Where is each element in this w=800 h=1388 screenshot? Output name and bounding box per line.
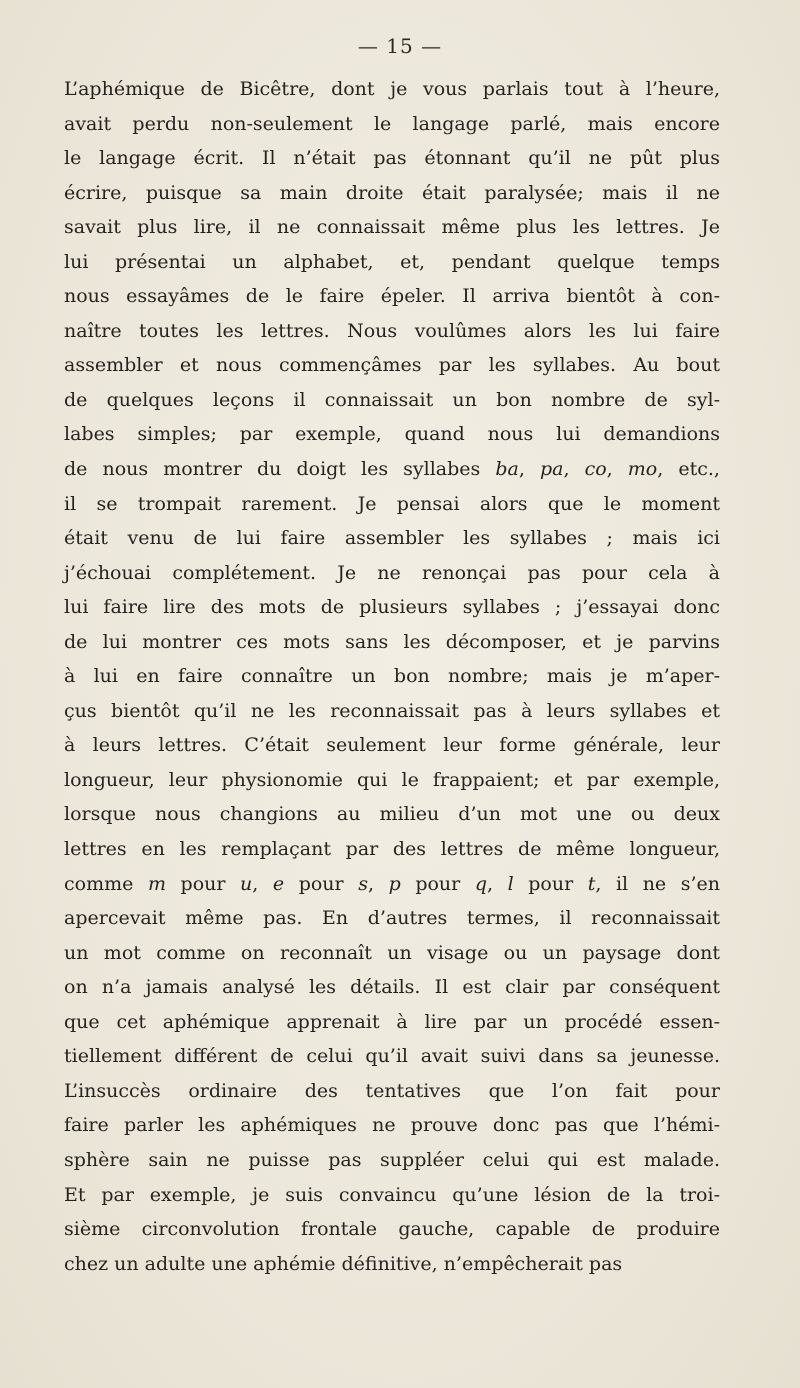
text-segment: , etc., [657, 458, 720, 481]
text-segment: pour [513, 872, 588, 895]
italic-syllable: l [507, 872, 514, 895]
text-line [64, 832, 720, 867]
text-line [64, 279, 720, 314]
text-segment: sième circonvolution frontale gauche, capable de produire [64, 1218, 720, 1241]
text-segment: faire parler les aphémiques ne prouve donc pas que l’hémi- [64, 1114, 720, 1137]
text-segment: le langage écrit. Il n’était pas étonnant qu’il ne pût plus [64, 147, 720, 170]
text-segment: il se trompait rarement. Je pensai alors que le moment [64, 492, 720, 515]
text-line [64, 107, 720, 142]
italic-syllable: t [587, 872, 596, 895]
text-segment: naître toutes les lettres. Nous voulûmes alors les lui faire [64, 319, 720, 342]
text-line [64, 383, 720, 418]
text-segment: à leurs lettres. C’était seulement leur forme générale, leur [64, 734, 720, 757]
text-segment: L’insuccès ordinaire des tentatives que l’on fait pour [64, 1079, 720, 1102]
text-line [64, 1005, 720, 1040]
text-segment: pour [284, 872, 359, 895]
text-segment: lui faire lire des mots de plusieurs syllabes ; j’essayai donc [64, 596, 720, 619]
text-segment: assembler et nous commençâmes par les syllabes. Au bout [64, 354, 720, 377]
text-line [64, 487, 720, 522]
text-line [64, 590, 720, 625]
page-number: — 15 — [357, 34, 443, 58]
text-segment: apercevait même pas. En d’autres termes, il reconnaissait [64, 907, 720, 930]
italic-syllable: co [584, 458, 607, 481]
text-line [64, 210, 720, 245]
text-line [64, 1143, 720, 1178]
text-line [64, 72, 720, 107]
italic-syllable: mo [627, 458, 658, 481]
italic-syllable: p [388, 872, 401, 895]
italic-syllable: pa [539, 458, 564, 481]
italic-syllable: u [240, 872, 253, 895]
text-segment: , [367, 872, 389, 895]
text-segment: était venu de lui faire assembler les syllabes ; mais ici [64, 527, 720, 550]
text-segment: , [563, 458, 585, 481]
text-segment: pour [400, 872, 475, 895]
text-line [64, 314, 720, 349]
text-segment: savait plus lire, il ne connaissait même plus les lettres. Je [64, 216, 720, 239]
text-line [64, 245, 720, 280]
text-line [64, 728, 720, 763]
text-line [64, 556, 720, 591]
text-segment: j’échouai complétement. Je ne renonçai pas pour cela à [64, 561, 720, 584]
text-line [64, 1074, 720, 1109]
text-line [64, 141, 720, 176]
text-segment: nous essayâmes de le faire épeler. Il arriva bientôt à con- [64, 285, 720, 308]
text-line [64, 521, 720, 556]
text-segment: que cet aphémique apprenait à lire par un procédé essen- [64, 1010, 720, 1033]
text-line [64, 1212, 720, 1247]
text-segment: labes simples; par exemple, quand nous lui demandions [64, 423, 720, 446]
text-segment: , [518, 458, 540, 481]
text-segment: longueur, leur physionomie qui le frappaient; et par exemple, [64, 768, 720, 791]
text-segment: un mot comme on reconnaît un visage ou un paysage dont [64, 941, 720, 964]
italic-syllable: q [474, 872, 487, 895]
text-segment: , [486, 872, 508, 895]
body-paragraph [64, 72, 720, 1281]
text-line [64, 970, 720, 1005]
italic-syllable: ba [495, 458, 519, 481]
italic-syllable: s [358, 872, 368, 895]
text-segment: de lui montrer ces mots sans les décomposer, et je parvins [64, 630, 720, 653]
text-segment: tiellement différent de celui qu’il avait suivi dans sa jeunesse. [64, 1045, 720, 1068]
text-line [64, 625, 720, 660]
text-line [64, 867, 720, 902]
text-line [64, 176, 720, 211]
text-line [64, 901, 720, 936]
text-segment: sphère sain ne puisse pas suppléer celui qui est malade. [64, 1148, 720, 1171]
text-line [64, 659, 720, 694]
italic-syllable: e [272, 872, 285, 895]
text-line [64, 1108, 720, 1143]
text-segment: lettres en les remplaçant par des lettres de même longueur, [64, 838, 720, 861]
text-segment: chez un adulte une aphémie définitive, n’empêcherait pas [64, 1252, 623, 1275]
text-segment: , [606, 458, 628, 481]
text-segment: L’aphémique de Bicêtre, dont je vous parlais tout à l’heure, [64, 78, 720, 100]
text-segment: écrire, puisque sa main droite était paralysée; mais il ne [64, 181, 720, 204]
text-segment: de quelques leçons il connaissait un bon nombre de syl- [64, 388, 720, 411]
text-line [64, 1247, 720, 1282]
text-segment: pour [165, 872, 241, 895]
text-line [64, 452, 720, 487]
text-segment: on n’a jamais analysé les détails. Il est clair par conséquent [64, 976, 720, 999]
text-segment: , il ne s’en [595, 872, 721, 895]
text-segment: comme [64, 872, 148, 895]
text-segment: çus bientôt qu’il ne les reconnaissait pas à leurs syllabes et [64, 699, 720, 722]
text-line [64, 348, 720, 383]
text-segment: de nous montrer du doigt les syllabes [64, 458, 496, 481]
italic-syllable: m [147, 872, 166, 895]
text-segment: Et par exemple, je suis convaincu qu’une lésion de la troi- [64, 1183, 720, 1206]
text-segment: lui présentai un alphabet, et, pendant quelque temps [64, 250, 720, 273]
text-line [64, 1039, 720, 1074]
text-line [64, 694, 720, 729]
text-line [64, 763, 720, 798]
text-line [64, 417, 720, 452]
text-line [64, 797, 720, 832]
text-segment: avait perdu non-seulement le langage parlé, mais encore [64, 112, 720, 135]
text-segment: lorsque nous changions au milieu d’un mot une ou deux [64, 803, 720, 826]
text-line [64, 936, 720, 971]
text-segment: à lui en faire connaître un bon nombre; mais je m’aper- [64, 665, 720, 688]
text-line [64, 1178, 720, 1213]
text-segment: , [252, 872, 273, 895]
